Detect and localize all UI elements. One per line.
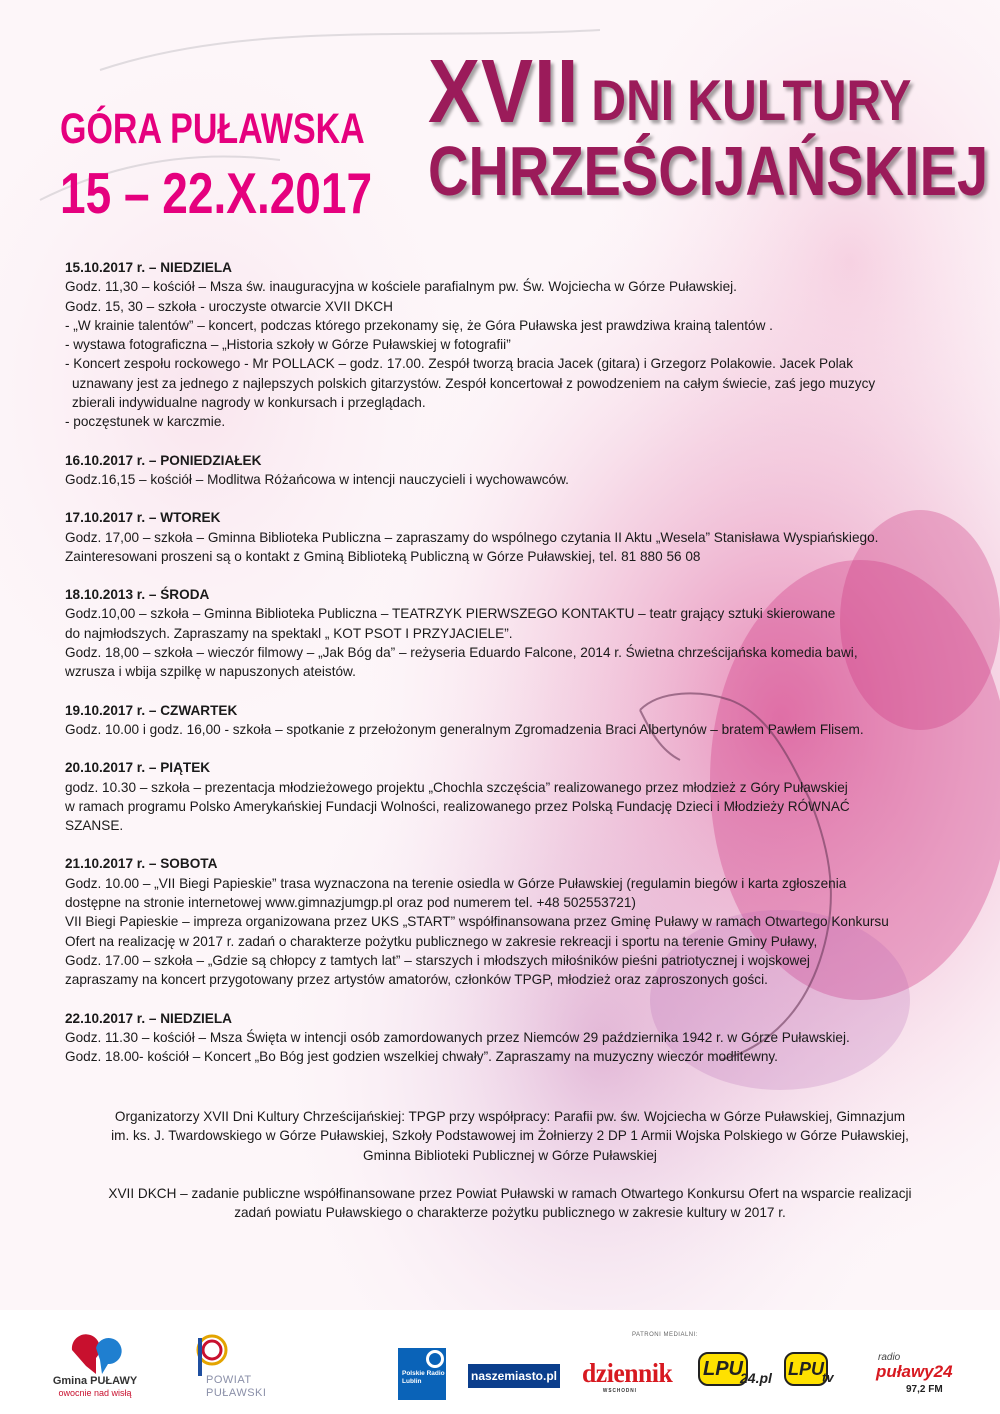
organizers-text (60, 1107, 960, 1165)
program-line: Godz.16,15 – kościół – Modlitwa Różańcowa w intencji nauczycieli i wychowawców. (65, 471, 569, 487)
organizers-line: im. ks. J. Twardowskiego w Górze Puławskiej, Szkoły Podstawowej im Żołnierzy 2 DP 1 Armii Wojska Polskiego w Górze Puławskiej, (111, 1128, 909, 1144)
program-line: VII Biegi Papieskie – impreza organizowana przez UKS „START” współfinansowana przez Gminę Puławy w ramach Otwartego Konkursu (65, 914, 889, 930)
day-block (65, 258, 965, 432)
organizers-line: Gminna Biblioteki Publicznej w Górze Puławskiej (363, 1147, 657, 1163)
lpu24-name: LPU (698, 1352, 748, 1386)
powiat-line-1: POWIAT (206, 1374, 252, 1386)
event-dates: 15 – 22.X.2017 (60, 160, 373, 226)
program-line: Ofert na realizację w 2017 r. zadań o charakterze pożytku publicznego w zakresie rekreacji i sportu na terenie Gminy Puławy, (65, 933, 818, 949)
program-line: w ramach programu Polsko Amerykańskiej Fundacji Wolności, realizowanego przez Polską Fundację Dzieci i Młodzieży RÓWNAĆ (65, 798, 850, 814)
program-line: zapraszamy na koncert przygotowany przez artystów amatorów, członków TPGP, młodzież oraz zaproszonych gości. (65, 972, 768, 988)
day-block (65, 508, 965, 566)
program-line: uznawany jest za jednego z najlepszych polskich gitarzystów. Zespół koncertował z powodzeniem na całym świecie, zaś jego muzycy (72, 375, 876, 391)
title-roman-numeral: XVII (428, 40, 580, 142)
day-heading: 22.10.2017 r. – NIEDZIELA (65, 1010, 232, 1026)
program-line: - „W krainie talentów” – koncert, podczas którego przekonamy się, że Góra Puławska jest prawdziwa krainą talentów . (65, 317, 773, 333)
day-block (65, 585, 965, 681)
program-line: do najmłodszych. Zapraszamy na spektakl „ KOT PSOT I PRZYJACIELE”. (65, 625, 513, 641)
program-line: wzrusza i wbija szpilkę w napuszonych ateistów. (65, 664, 356, 680)
media-patrons-label: PATRONI MEDIALNI: (632, 1332, 698, 1338)
gmina-pulawy-icon (68, 1330, 122, 1374)
radio-pulawy-big: puławy24 (876, 1362, 953, 1381)
radio-pulawy24-logo (872, 1352, 962, 1404)
day-heading: 18.10.2013 r. – ŚRODA (65, 587, 210, 603)
day-heading: 19.10.2017 r. – CZWARTEK (65, 702, 238, 718)
funding-text (60, 1184, 960, 1223)
dziennik-name: dziennik (582, 1358, 673, 1388)
funding-line: zadań powiatu Puławskiego o charakterze pożytku publicznego w zakresie kultury w 2017 r. (234, 1205, 786, 1221)
program-line: Godz. 11.30 – kościół – Msza Święta w intencji osób zamordowanych przez Niemców 29 października 1942 r. w Górze Puławskiej. (65, 1029, 850, 1045)
lputv-suffix: tv (822, 1370, 834, 1385)
program-line: godz. 10.30 – szkoła – prezentacja młodzieżowego projektu „Chochla szczęścia” realizowanego przez młodzież z Góry Puławskiej (65, 779, 848, 795)
sponsor-footer (0, 1310, 1000, 1414)
program-line: - poczęstunek w karczmie. (65, 414, 226, 430)
powiat-pulawski-logo (192, 1332, 267, 1404)
radio-circle-icon (426, 1350, 444, 1368)
powiat-icon (192, 1332, 232, 1376)
day-heading: 15.10.2017 r. – NIEDZIELA (65, 260, 232, 275)
program-line: Godz. 18.00- kościół – Koncert „Bo Bóg jest godzien wszelkiej chwały”. Zapraszamy na muzyczny wieczór modlitewny. (65, 1049, 778, 1065)
title-line-2: CHRZEŚCIJAŃSKIEJ (428, 131, 989, 210)
day-block (65, 701, 965, 740)
event-title (428, 40, 989, 210)
organizers-section (60, 1107, 960, 1241)
day-heading: 16.10.2017 r. – PONIEDZIAŁEK (65, 452, 262, 468)
program-line: SZANSE. (65, 818, 124, 834)
lputv-logo (784, 1352, 844, 1392)
radio-pulawy-frequency: 97,2 FM (906, 1384, 943, 1395)
program-line: Godz. 10.00 i godz. 16,00 - szkoła – spotkanie z przełożonym generalnym Zgromadzenia Braci Albertynów – bratem Pawłem Flisem. (65, 721, 864, 737)
dziennik-sub: WSCHODNI (602, 1388, 637, 1394)
program-line: - wystawa fotograficzna – „Historia szkoły w Górze Puławskiej w fotografii” (65, 337, 511, 353)
organizers-line: Organizatorzy XVII Dni Kultury Chrześcijańskiej: TPGP przy współpracy: Parafii pw. św. Wojciecha w Górze Puławskiej, Gimnazjum (114, 1109, 906, 1124)
day-heading: 17.10.2017 r. – WTOREK (65, 510, 221, 526)
program-line: Godz. 10.00 – „VII Biegi Papieskie” trasa wyznaczona na terenie osiedla w Górze Puławskiej (regulamin biegów i karta zgłoszenia (65, 875, 847, 891)
lputv-name: LPU (784, 1352, 828, 1386)
day-heading: 20.10.2017 r. – PIĄTEK (65, 760, 211, 776)
program-line: Godz. 18,00 – szkoła – wieczór filmowy – „Jak Bóg da” – reżyseria Eduardo Falcone, 2014 r. Świetna chrześcijańska komedia bawi, (65, 645, 858, 661)
program-line: Godz. 15, 30 – szkoła - uroczyste otwarcie XVII DKCH (65, 298, 393, 314)
day-block (65, 451, 965, 490)
day-block (65, 1009, 965, 1067)
naszemiasto-logo: naszemiasto.pl (468, 1364, 560, 1388)
day-heading: 21.10.2017 r. – SOBOTA (65, 856, 218, 872)
radio-name: Polskie Radio Lublin (402, 1370, 445, 1385)
powiat-line-2: PUŁAWSKI (206, 1387, 267, 1399)
program-line: Godz. 17,00 – szkoła – Gminna Biblioteka Publiczna – zapraszamy do wspólnego czytania II Aktu „Wesela” Stanisława Wyspiańskiego. (65, 529, 879, 545)
funding-line: XVII DKCH – zadanie publiczne współfinansowane przez Powiat Puławski w ramach Otwartego Konkursu Ofert na wsparcie realizacji (108, 1185, 912, 1201)
event-place-dates (60, 105, 373, 226)
place-name: GÓRA PUŁAWSKA (60, 105, 365, 153)
lpu24-suffix: 24.pl (740, 1370, 772, 1386)
dziennik-wschodni-logo (582, 1358, 673, 1394)
program-line: Zainteresowani proszeni są o kontakt z Gminą Biblioteką Publiczną w Górze Puławskiej, tel. 81 880 56 08 (65, 548, 701, 564)
program-line: Godz. 17.00 – szkoła – „Gdzie są chłopcy z tamtych lat” – starszych i młodszych miłośników pieśni patriotycznej i wojskowej (65, 952, 810, 968)
lpu24-logo (698, 1352, 772, 1392)
day-block (65, 854, 965, 989)
radio-pulawy-small: radio (878, 1352, 901, 1363)
program-line: dostępne na stronie internetowej www.gimnazjumgp.pl oraz pod numerem tel. +48 502553721) (65, 895, 636, 911)
gmina-tagline: owocnie nad wisłą (58, 1388, 132, 1398)
polskie-radio-lublin-logo (398, 1348, 446, 1400)
title-line-1: DNI KULTURY (591, 69, 912, 133)
day-block (65, 758, 965, 835)
program-line: Godz.10,00 – szkoła – Gminna Biblioteka Publiczna – TEATRZYK PIERWSZEGO KONTAKTU – teatr grający sztuki skierowane (65, 606, 836, 622)
gmina-name: Gmina PUŁAWY (52, 1375, 138, 1387)
program-line: zbierali indywidualne nagrody w konkursach i przeglądach. (72, 395, 426, 411)
gmina-pulawy-logo (40, 1330, 150, 1396)
program-line: - Koncert zespołu rockowego - Mr POLLACK – godz. 17.00. Zespół tworzą bracia Jacek (gitara) i Grzegorz Polakowie. Jacek Polak (65, 356, 854, 372)
program-line: Godz. 11,30 – kościół – Msza św. inauguracyjna w kościele parafialnym pw. Św. Wojciecha w Górze Puławskiej. (65, 279, 737, 295)
program-schedule (65, 258, 965, 1085)
